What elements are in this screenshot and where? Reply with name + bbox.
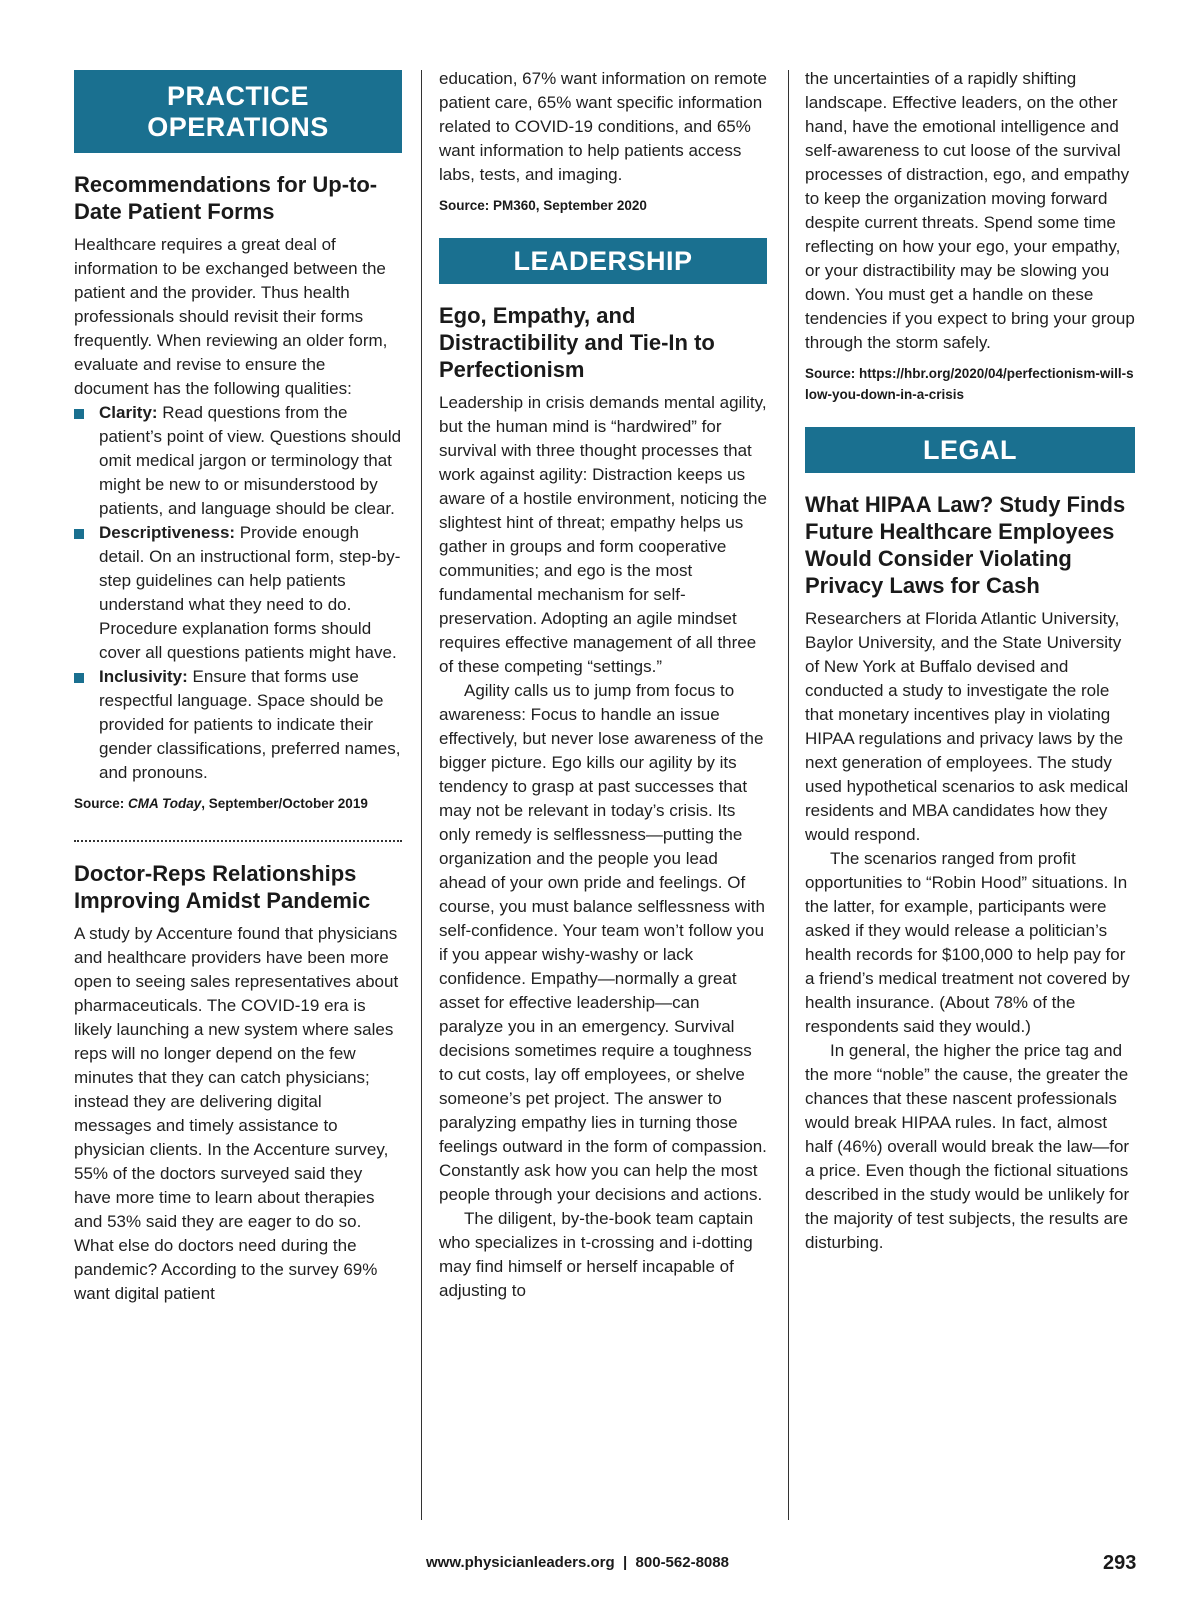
dotted-divider xyxy=(74,840,402,842)
paragraph: In general, the higher the price tag and the more “noble” the cause, the greater the chances that these nascent professionals would break HIPAA rules. In fact, almost half (46%) overall would break the law—for a price. Even though the fictional situations described in the study would be unlikely for the majority of test subjects, the results are disturbing. xyxy=(805,1041,1130,1252)
article-headline-ego-empathy: Ego, Empathy, and Distractibility and Tie-In to Perfectionism xyxy=(439,303,715,382)
page-number: 293 xyxy=(1103,1552,1137,1574)
article-headline-doctor-reps: Doctor-Reps Relationships Improving Amidst Pandemic xyxy=(74,861,371,913)
list-item: Clarity: Read questions from the patient’s point of view. Questions should omit medical jargon or terminology that might be new to or misunderstood by patients, and language should be clear. xyxy=(74,401,402,521)
article-body-doctor-reps: A study by Accenture found that physicians and healthcare providers have been more open to seeing sales representatives about pharmaceuticals. The COVID-19 era is likely launching a new system where sales reps will no longer depend on the few minutes that they can catch physicians; instead they are delivering digital messages and timely assistance to physician clients. In the Accenture survey, 55% of the doctors surveyed said they have more time to learn about therapies and 53% said they are eager to do so. What else do doctors need during the pandemic? According to the survey 69% want digital patient xyxy=(74,924,399,1303)
source-cma-today: Source: CMA Today, September/October 2019 xyxy=(74,796,368,811)
continued-text-leadership: the uncertainties of a rapidly shifting landscape. Effective leaders, on the other hand, have the emotional intelligence and self-awareness to cut loose of the survival processes of distraction, ego, and empathy to keep the organization moving forward despite current threats. Spend some time reflecting on how your ego, your empathy, or your distractibility may be slowing you down. You must get a handle on these tendencies if you expect to bring your group through the storm safely. xyxy=(805,69,1135,352)
bullet-square-icon xyxy=(74,673,84,683)
article-intro-patient-forms: Healthcare requires a great deal of information to be exchanged between the patient and the provider. Thus health professionals should revisit their forms frequently. When reviewing an older form, evaluate and revise to ensure the document has the following qualities: xyxy=(74,235,388,398)
source-hbr: Source: https://hbr.org/2020/04/perfectionism-will-slow-you-down-in-a-crisis xyxy=(805,366,1134,402)
paragraph: The scenarios ranged from profit opportunities to “Robin Hood” situations. In the latter, for example, participants were asked if they would release a politician’s health records for $100,000 to help pay for a friend’s medical treatment not covered by health insurance. (About 78% of the respondents said they would.) xyxy=(805,849,1130,1036)
list-item: Descriptiveness: Provide enough detail. On an instructional form, step-by-step guidelines can help patients understand what they need to do. Procedure explanation forms should cover all questions patients might have. xyxy=(74,521,402,665)
paragraph: The diligent, by-the-book team captain who specializes in t-crossing and i-dotting may find himself or herself incapable of adjusting to xyxy=(439,1209,754,1300)
qualities-list xyxy=(74,401,402,785)
paragraph: Leadership in crisis demands mental agility, but the human mind is “hardwired” for survival with three thought processes that work against agility: Distraction keeps us aware of a hostile environment, noticing the slightest hint of threat; empathy helps us gather in groups and form cooperative communities; and ego is the most fundamental mechanism for self-preservation. Adopting an agile mindset requires effective management of all three of these competing “settings.” xyxy=(439,393,767,676)
column-right xyxy=(805,70,1135,1255)
list-item: Inclusivity: Ensure that forms use respectful language. Space should be provided for patients to indicate their gender classifications, preferred names, and pronouns. xyxy=(74,665,402,785)
section-banner-practice-operations: PRACTICE OPERATIONS xyxy=(74,70,402,153)
article-headline-patient-forms: Recommendations for Up-to-Date Patient Forms xyxy=(74,172,378,224)
source-pm360: Source: PM360, September 2020 xyxy=(439,198,647,213)
column-rule-left xyxy=(421,70,422,1520)
section-banner-legal: LEGAL xyxy=(805,427,1135,473)
bullet-square-icon xyxy=(74,409,84,419)
paragraph: Agility calls us to jump from focus to awareness: Focus to handle an issue effectively, but never lose awareness of the bigger picture. Ego kills our agility by its tendency to grasp at past successes that may not be relevant in today’s crisis. Its only remedy is selflessness—putting the organization and the people you lead ahead of your own pride and feelings. Of course, you must balance selflessness with self-confidence. Your team won’t follow you if you appear wishy-washy or lack confidence. Empathy—normally a great asset for effective leadership—can paralyze you in an emergency. Survival decisions sometimes require a toughness to cut costs, lay off employees, or shelve someone’s pet project. The answer to paralyzing empathy lies in turning those feelings outward in the form of compassion. Constantly ask how you can help the most people through your decisions and actions. xyxy=(439,681,767,1204)
continued-text-doctor-reps: education, 67% want information on remote patient care, 65% want specific information related to COVID-19 conditions, and 65% want information to help patients access labs, tests, and imaging. xyxy=(439,69,767,184)
paragraph: Researchers at Florida Atlantic University, Baylor University, and the State University of New York at Buffalo devised and conducted a study to investigate the role that monetary incentives play in violating HIPAA regulations and privacy laws by the next generation of employees. The study used hypothetical scenarios to ask medical residents and MBA candidates how they would respond. xyxy=(805,609,1129,844)
section-banner-leadership: LEADERSHIP xyxy=(439,238,767,284)
footer-contact: www.physicianleaders.org | 800-562-8088 xyxy=(426,1554,729,1571)
column-rule-right xyxy=(788,70,789,1520)
column-left xyxy=(74,70,402,1306)
article-headline-hipaa: What HIPAA Law? Study Finds Future Healthcare Employees Would Consider Violating Privacy Laws for Cash xyxy=(805,492,1126,598)
bullet-square-icon xyxy=(74,529,84,539)
column-middle xyxy=(439,70,767,1303)
